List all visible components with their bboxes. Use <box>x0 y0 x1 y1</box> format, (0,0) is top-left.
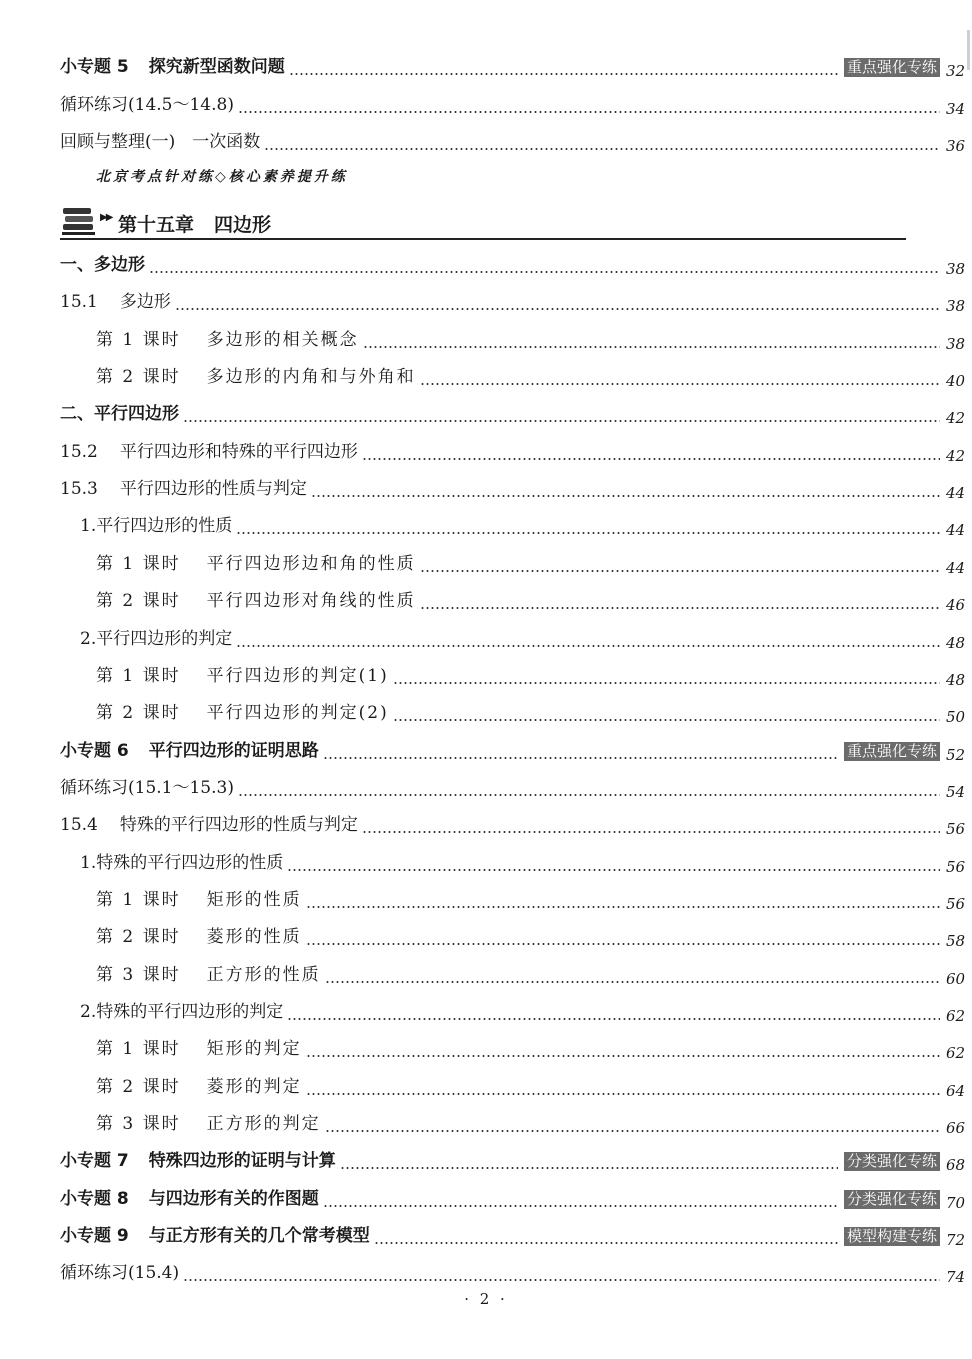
entry-number: 第 1 课时 <box>96 1039 181 1060</box>
dot-leader <box>323 740 838 762</box>
toc-entry[interactable] <box>0 1184 972 1210</box>
page-number: 56 <box>946 857 966 876</box>
dot-leader <box>306 1038 940 1060</box>
entry-title <box>96 1076 302 1098</box>
toc-entry[interactable] <box>0 773 972 799</box>
toc-entry[interactable] <box>0 362 972 391</box>
chapter-name: 四边形 <box>214 214 272 236</box>
toc-entry[interactable] <box>0 922 972 951</box>
chapter-title <box>118 210 271 237</box>
page-number: 38 <box>946 260 966 278</box>
page-number: 42 <box>946 409 966 428</box>
dot-leader <box>289 56 838 78</box>
entry-text: 1.特殊的平行四边形的性质 <box>80 852 284 873</box>
entry-number: 第 2 课时 <box>96 1076 181 1097</box>
page-number: 68 <box>946 1156 966 1175</box>
toc-entry[interactable] <box>0 997 972 1023</box>
entry-title <box>60 1150 336 1172</box>
toc-entry[interactable] <box>0 549 972 575</box>
entry-text: 矩形的性质 <box>206 889 302 910</box>
entry-title <box>60 254 145 276</box>
entry-title <box>60 291 171 313</box>
page-number-footer: · 2 · <box>464 1290 508 1308</box>
entry-title <box>96 329 359 351</box>
dot-leader <box>306 1076 940 1098</box>
practice-badge: 分类强化专练 <box>844 1152 940 1171</box>
entry-title <box>96 665 389 687</box>
dot-leader <box>362 441 940 463</box>
dot-leader <box>393 665 940 687</box>
entry-title <box>96 1038 302 1060</box>
toc-entry[interactable] <box>0 1258 972 1287</box>
dot-leader <box>238 777 940 799</box>
dot-leader <box>325 964 940 986</box>
toc-entry[interactable] <box>0 474 972 503</box>
entry-text: 多边形的内角和与外角和 <box>206 367 416 388</box>
entry-text: 回顾与整理(一) 一次函数 <box>60 132 261 152</box>
entry-title <box>60 1188 319 1210</box>
entry-text: 正方形的判定 <box>206 1114 321 1135</box>
entry-text: 循环练习(14.5～14.8) <box>60 94 234 115</box>
entry-title <box>96 964 321 986</box>
entry-title <box>96 590 416 612</box>
page-number: 52 <box>946 745 966 764</box>
entry-number: 第 2 课时 <box>96 367 181 388</box>
entry-text: 特殊四边形的证明与计算 <box>148 1151 336 1172</box>
entry-number: 15.3 <box>60 479 98 500</box>
page-number: 38 <box>946 297 966 316</box>
entry-number: 小专题 9 <box>60 1226 129 1247</box>
double-arrow-icon: ▶▶ <box>100 212 112 223</box>
toc-entry[interactable] <box>0 885 972 911</box>
entry-title <box>80 628 232 650</box>
page-number: 46 <box>946 596 966 615</box>
page-number: 74 <box>946 1268 966 1287</box>
toc-entry[interactable] <box>0 1146 972 1175</box>
entry-title <box>60 777 234 799</box>
page-number: 56 <box>946 820 966 839</box>
toc-entry[interactable] <box>0 127 972 153</box>
entry-text: 平行四边形的证明思路 <box>148 740 319 761</box>
chapter-label: 第十五章 <box>118 214 195 236</box>
scan-edge-mark <box>967 30 970 70</box>
entry-title <box>60 1262 179 1284</box>
entry-title <box>60 131 260 153</box>
entry-text: 菱形的性质 <box>206 927 302 948</box>
toc-entry[interactable] <box>0 661 972 687</box>
practice-badge: 重点强化专练 <box>844 742 940 761</box>
dot-leader <box>149 254 940 276</box>
entry-number: 第 1 课时 <box>96 553 181 574</box>
entry-text: 平行四边形对角线的性质 <box>206 591 416 612</box>
entry-text: 探究新型函数问题 <box>148 57 285 77</box>
page-number: 72 <box>946 1231 966 1250</box>
entry-title <box>60 403 179 425</box>
entry-text: 2.平行四边形的判定 <box>80 628 233 649</box>
entry-title <box>96 702 389 724</box>
entry-title <box>60 441 358 463</box>
toc-entry[interactable] <box>0 1221 972 1250</box>
toc-entry[interactable] <box>0 736 972 762</box>
entry-text: 与正方形有关的几个常考模型 <box>148 1226 370 1247</box>
page-number: 48 <box>946 633 966 652</box>
page-number: 62 <box>946 1007 966 1025</box>
page-number: 42 <box>946 446 966 465</box>
entry-text: 平行四边形和特殊的平行四边形 <box>119 441 358 462</box>
entry-number: 15.2 <box>60 441 98 462</box>
entry-text: 一、多边形 <box>60 255 145 275</box>
entry-title <box>60 814 358 836</box>
dot-leader <box>374 1225 838 1247</box>
practice-badge: 分类强化专练 <box>844 1190 940 1209</box>
page-number: 66 <box>946 1119 966 1138</box>
toc-entry[interactable] <box>0 810 972 839</box>
dot-leader <box>236 515 940 537</box>
entry-number: 15.4 <box>60 815 98 836</box>
toc-entry[interactable] <box>0 698 972 727</box>
toc-entry[interactable] <box>0 287 972 316</box>
page-number: 58 <box>946 932 966 951</box>
page-number: 62 <box>946 1044 966 1063</box>
toc-entry[interactable] <box>0 437 972 463</box>
entry-title <box>96 1113 321 1135</box>
page-number: 44 <box>946 521 966 540</box>
page-number: 48 <box>946 670 966 689</box>
entry-text: 二、平行四边形 <box>60 404 179 425</box>
dot-leader <box>183 1262 940 1284</box>
toc-entry[interactable] <box>0 960 972 986</box>
dot-leader <box>306 889 940 911</box>
entry-text: 菱形的判定 <box>206 1076 302 1097</box>
entry-text: 多边形的相关概念 <box>206 329 359 350</box>
entry-text: 矩形的判定 <box>206 1039 302 1060</box>
entry-number: 小专题 8 <box>60 1188 129 1209</box>
entry-text: 2.特殊的平行四边形的判定 <box>80 1002 284 1022</box>
page-number: 32 <box>946 62 966 80</box>
entry-title <box>80 1001 283 1023</box>
toc-entry[interactable] <box>0 1072 972 1098</box>
page-number: 54 <box>946 782 966 801</box>
entry-text: 平行四边形的判定(2) <box>206 703 389 724</box>
dot-leader <box>325 1113 940 1135</box>
dot-leader <box>340 1150 838 1172</box>
page-number: 44 <box>946 484 966 503</box>
entry-title <box>60 56 285 78</box>
entry-title <box>60 740 319 762</box>
entry-number: 15.1 <box>60 292 98 313</box>
entry-text: 平行四边形边和角的性质 <box>206 553 416 574</box>
page-number: 56 <box>946 894 966 913</box>
page-number: 34 <box>946 99 966 118</box>
entry-number: 第 2 课时 <box>96 927 181 948</box>
entry-text: 特殊的平行四边形的性质与判定 <box>119 815 358 836</box>
dot-leader <box>311 478 940 500</box>
entry-text: 多边形 <box>119 292 171 313</box>
toc-entry[interactable] <box>0 325 972 351</box>
entry-text: 循环练习(15.4) <box>60 1263 180 1284</box>
entry-number: 第 2 课时 <box>96 591 181 612</box>
dot-leader <box>175 291 940 313</box>
dot-leader <box>183 403 940 425</box>
dot-leader <box>363 329 940 351</box>
page-number: 44 <box>946 558 966 577</box>
entry-title <box>96 926 302 948</box>
entry-number: 第 2 课时 <box>96 703 181 724</box>
entry-text: 正方形的性质 <box>206 964 321 985</box>
dot-leader <box>306 926 940 948</box>
page-number: 38 <box>946 334 966 353</box>
dot-leader <box>287 1001 940 1023</box>
dot-leader <box>362 814 940 836</box>
entry-number: 小专题 7 <box>60 1151 129 1172</box>
entry-title <box>96 553 416 575</box>
dot-leader <box>236 628 940 650</box>
toc-entry[interactable] <box>0 511 972 540</box>
toc-entry[interactable] <box>0 250 972 276</box>
dot-leader <box>323 1188 838 1210</box>
entry-title <box>60 94 234 116</box>
practice-badge: 模型构建专练 <box>844 1227 940 1246</box>
dot-leader <box>420 553 940 575</box>
page-number: 40 <box>946 372 966 391</box>
page-number: 60 <box>946 969 966 988</box>
toc-entry[interactable] <box>0 90 972 116</box>
toc-entry[interactable] <box>0 624 972 650</box>
chapter-heading <box>60 204 906 240</box>
entry-text: 平行四边形的判定(1) <box>206 665 389 686</box>
entry-number: 第 3 课时 <box>96 1114 181 1135</box>
dot-leader <box>264 131 940 153</box>
entry-number: 小专题 5 <box>60 57 129 77</box>
page-number: 36 <box>946 137 966 155</box>
chapter-note: 北京考点针对练◇核心素养提升练 <box>96 169 348 185</box>
entry-title <box>60 478 307 500</box>
toc-entry[interactable] <box>0 1109 972 1138</box>
page-number: 64 <box>946 1081 966 1100</box>
entry-text: 1.平行四边形的性质 <box>80 516 233 537</box>
page-number: 70 <box>946 1193 966 1212</box>
page-number: 50 <box>946 708 966 727</box>
entry-title <box>96 366 416 388</box>
toc-entry[interactable] <box>0 586 972 615</box>
toc-entry[interactable] <box>0 1034 972 1063</box>
entry-number: 第 1 课时 <box>96 329 181 350</box>
entry-number: 小专题 6 <box>60 740 129 761</box>
entry-title <box>60 1225 370 1247</box>
entry-text: 循环练习(15.1～15.3) <box>60 777 234 798</box>
entry-title <box>80 515 232 537</box>
entry-title <box>96 889 302 911</box>
toc-entry[interactable] <box>0 848 972 874</box>
dot-leader <box>287 852 940 874</box>
toc-entry[interactable] <box>0 52 972 78</box>
entry-number: 第 3 课时 <box>96 964 181 985</box>
dot-leader <box>420 590 940 612</box>
dot-leader <box>393 702 940 724</box>
book-stack-icon <box>62 206 96 236</box>
entry-number: 第 1 课时 <box>96 665 181 686</box>
entry-title <box>80 852 283 874</box>
entry-number: 第 1 课时 <box>96 889 181 910</box>
practice-badge: 重点强化专练 <box>844 58 940 77</box>
entry-text: 与四边形有关的作图题 <box>148 1188 319 1209</box>
entry-text: 平行四边形的性质与判定 <box>119 479 307 500</box>
dot-leader <box>238 94 940 116</box>
dot-leader <box>420 366 940 388</box>
toc-entry[interactable] <box>0 399 972 428</box>
